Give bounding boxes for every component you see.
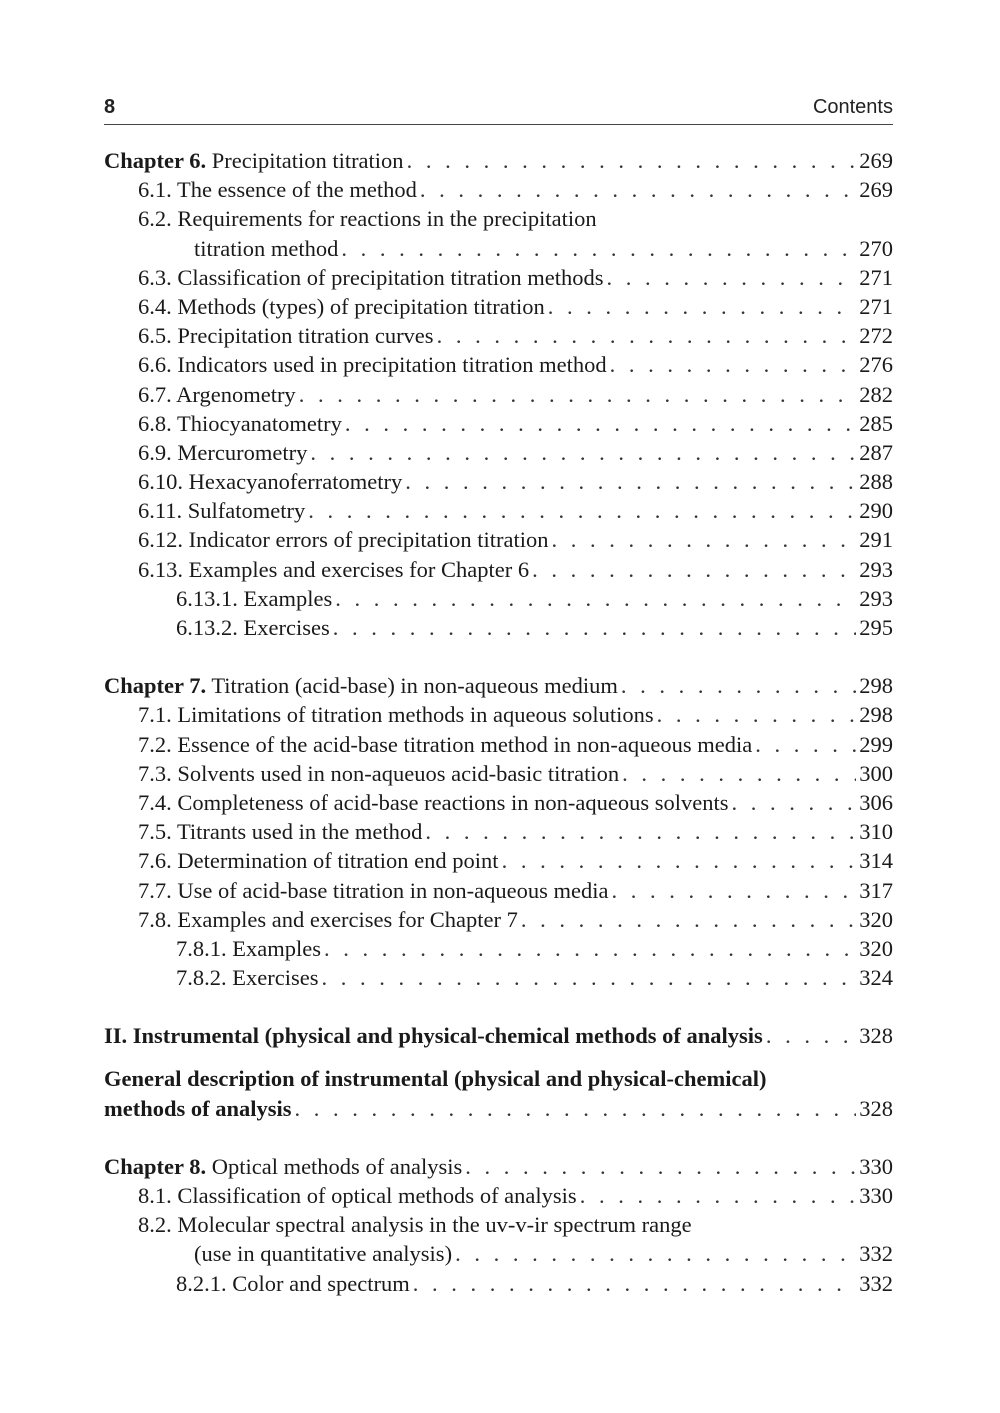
toc-entry-6-1[interactable]: [104, 175, 893, 204]
toc-entry-6-12[interactable]: [104, 525, 893, 554]
page-ref: 332: [859, 1270, 893, 1296]
dot-leader: [580, 1181, 857, 1210]
dot-leader: [437, 321, 857, 350]
page-ref: 287: [859, 439, 893, 465]
entry-title: 8.2. Molecular spectral analysis in the uv-v-ir spectrum range: [138, 1212, 692, 1238]
entry-title: 6.13.2. Exercises: [176, 615, 330, 640]
toc-entry-7-3[interactable]: [104, 759, 893, 788]
toc-entry-7-8-2[interactable]: [104, 963, 893, 992]
chapter-label: Chapter 6.: [104, 148, 207, 173]
toc-entry-6-8[interactable]: [104, 409, 893, 438]
entry-title: 6.2. Requirements for reactions in the precipitation: [138, 206, 597, 232]
dot-leader: [420, 175, 856, 204]
dot-leader: [610, 350, 857, 379]
dot-leader: [345, 409, 856, 438]
page-ref: 330: [859, 1153, 893, 1179]
page-ref: 293: [859, 585, 893, 611]
dot-leader: [532, 555, 856, 584]
page-ref: 320: [859, 906, 893, 932]
page-ref: 300: [859, 760, 893, 786]
dot-leader: [425, 817, 856, 846]
toc-entry-8-1[interactable]: [104, 1181, 893, 1210]
toc-entry-6-3[interactable]: [104, 263, 893, 292]
page-ref: 320: [859, 935, 893, 961]
dot-leader: [731, 788, 856, 817]
dot-leader: [657, 700, 857, 729]
page-ref: 324: [859, 965, 893, 991]
chapter-label: Chapter 7.: [104, 673, 207, 699]
dot-leader: [333, 613, 857, 642]
dot-leader: [521, 905, 856, 934]
entry-title: 6.9. Mercurometry: [138, 439, 308, 465]
page-ref: 295: [859, 615, 893, 640]
page-ref: 314: [859, 848, 893, 874]
page-ref: 270: [859, 235, 893, 261]
dot-leader: [621, 671, 856, 700]
toc-entry-7-2[interactable]: [104, 730, 893, 759]
dot-leader: [405, 467, 856, 496]
entry-title: 8.1. Classification of optical methods of analysis: [138, 1183, 577, 1208]
toc-entry-6-10[interactable]: [104, 467, 893, 496]
section-spacer: [104, 1050, 893, 1064]
toc-entry-6-4[interactable]: [104, 292, 893, 321]
entry-title: 7.8.1. Examples: [176, 935, 321, 961]
page-ref: 299: [859, 731, 893, 757]
toc-entry-7-4[interactable]: [104, 788, 893, 817]
entry-title: 7.2. Essence of the acid-base titration method in non-aqueous media: [138, 731, 753, 757]
entry-title: 6.3. Classification of precipitation titration methods: [138, 264, 604, 290]
entry-title: 7.8. Examples and exercises for Chapter 7: [138, 906, 518, 932]
entry-title: 7.7. Use of acid-base titration in non-aqueous media: [138, 877, 609, 903]
toc-entry-6-2[interactable]: [104, 234, 893, 263]
toc-entry-7-1[interactable]: [104, 700, 893, 729]
page-ref: 317: [859, 877, 893, 903]
page-ref: 310: [859, 819, 893, 845]
dot-leader: [335, 584, 856, 613]
toc-entry-6-13-2[interactable]: [104, 613, 893, 642]
dot-leader: [766, 1021, 856, 1050]
chapter-title: Optical methods of analysis: [211, 1153, 463, 1179]
dot-leader: [299, 380, 857, 409]
chapter-label: Chapter 8.: [104, 1153, 207, 1179]
toc-entry-7-5[interactable]: [104, 817, 893, 846]
entry-title: 6.8. Thiocyanatometry: [138, 410, 342, 436]
page-ref: 272: [859, 323, 893, 349]
toc-entry-6-9[interactable]: [104, 438, 893, 467]
entry-title: 8.2.1. Color and spectrum: [176, 1270, 410, 1296]
entry-title: 6.1. The essence of the method: [138, 177, 417, 203]
dot-leader: [755, 730, 856, 759]
entry-title: (use in quantitative analysis): [194, 1241, 453, 1267]
entry-title: 6.5. Precipitation titration curves: [138, 323, 434, 349]
toc-entry-7-7[interactable]: [104, 876, 893, 905]
table-of-contents: [104, 146, 893, 1298]
toc-entry-6-11[interactable]: [104, 496, 893, 525]
entry-title: 7.8.2. Exercises: [176, 965, 319, 991]
page-number: 8: [104, 96, 116, 118]
toc-chapter-8[interactable]: [104, 1152, 893, 1181]
toc-entry-8-2-line1[interactable]: [104, 1210, 893, 1239]
dot-leader: [324, 934, 856, 963]
section-spacer: [104, 642, 893, 671]
page-ref: 306: [859, 789, 893, 815]
running-head: [104, 94, 893, 125]
toc-part-2[interactable]: [104, 1021, 893, 1050]
dot-leader: [455, 1239, 856, 1268]
running-title: Contents: [812, 96, 893, 118]
page-ref: 269: [859, 177, 893, 203]
page-ref: 285: [859, 410, 893, 436]
dot-leader: [552, 525, 857, 554]
part-title: II. Instrumental (physical and physical-chemical methods of analysis: [104, 1023, 763, 1049]
entry-title: 7.4. Completeness of acid-base reactions in non-aqueous solvents: [138, 789, 729, 815]
dot-leader: [310, 438, 856, 467]
toc-entry-6-6[interactable]: [104, 350, 893, 379]
dot-leader: [341, 234, 856, 263]
page-ref: 332: [859, 1241, 893, 1267]
page-ref: 282: [859, 381, 893, 407]
toc-entry-8-2[interactable]: [104, 1239, 893, 1268]
dot-leader: [622, 759, 856, 788]
dot-leader: [465, 1152, 856, 1181]
page-ref: 328: [859, 1095, 893, 1121]
toc-entry-6-5[interactable]: [104, 321, 893, 350]
page-ref: 293: [859, 556, 893, 582]
dot-leader: [407, 146, 857, 175]
toc-chapter-6[interactable]: [104, 146, 893, 175]
toc-general[interactable]: [104, 1094, 893, 1123]
entry-title: 6.7. Argenometry: [138, 381, 296, 407]
entry-title: 7.6. Determination of titration end point: [138, 848, 499, 874]
entry-title: General description of instrumental (physical and physical-chemical): [104, 1066, 767, 1092]
dot-leader: [612, 876, 857, 905]
entry-title: titration method: [194, 235, 339, 261]
toc-entry-6-13[interactable]: [104, 555, 893, 584]
entry-title: 6.13. Examples and exercises for Chapter 6: [138, 556, 530, 582]
page-ref: 298: [859, 673, 893, 699]
page-ref: 291: [859, 527, 893, 553]
page-ref: 328: [859, 1023, 893, 1049]
entry-title: 7.5. Titrants used in the method: [138, 819, 423, 845]
entry-title: 7.3. Solvents used in non-aqueuos acid-basic titration: [138, 760, 620, 786]
toc-entry-7-6[interactable]: [104, 846, 893, 875]
toc-chapter-7[interactable]: [104, 671, 893, 700]
toc-entry-8-2-1[interactable]: [104, 1269, 893, 1298]
dot-leader: [607, 263, 857, 292]
dot-leader: [308, 496, 856, 525]
toc-entry-6-2-line1[interactable]: [104, 204, 893, 233]
page-ref: 271: [859, 264, 893, 290]
chapter-title: Precipitation titration: [211, 148, 404, 173]
page-ref: 288: [859, 469, 893, 495]
section-spacer: [104, 1123, 893, 1152]
dot-leader: [413, 1269, 857, 1298]
toc-entry-7-8-1[interactable]: [104, 934, 893, 963]
entry-title: 6.13.1. Examples: [176, 585, 333, 611]
entry-title: 6.10. Hexacyanoferratometry: [138, 469, 403, 495]
dot-leader: [295, 1094, 857, 1123]
toc-entry-6-7[interactable]: [104, 380, 893, 409]
page-ref: 271: [859, 293, 893, 319]
toc-general-line1[interactable]: [104, 1064, 893, 1093]
entry-title: 6.11. Sulfatometry: [138, 498, 306, 524]
dot-leader: [321, 963, 856, 992]
dot-leader: [548, 292, 856, 321]
section-spacer: [104, 992, 893, 1021]
page-ref: 298: [859, 702, 893, 728]
chapter-title: Titration (acid-base) in non-aqueous medium: [211, 673, 618, 699]
page-ref: 276: [859, 352, 893, 378]
entry-title: 6.6. Indicators used in precipitation titration method: [138, 352, 607, 378]
entry-title: 6.4. Methods (types) of precipitation titration: [138, 293, 545, 319]
page-ref: 330: [859, 1183, 893, 1208]
page-ref: 269: [859, 148, 893, 173]
page-ref: 290: [859, 498, 893, 524]
entry-title: 6.12. Indicator errors of precipitation titration: [138, 527, 549, 553]
entry-title: methods of analysis: [104, 1095, 292, 1121]
dot-leader: [502, 846, 857, 875]
toc-entry-7-8[interactable]: [104, 905, 893, 934]
entry-title: 7.1. Limitations of titration methods in aqueous solutions: [138, 702, 654, 728]
toc-entry-6-13-1[interactable]: [104, 584, 893, 613]
